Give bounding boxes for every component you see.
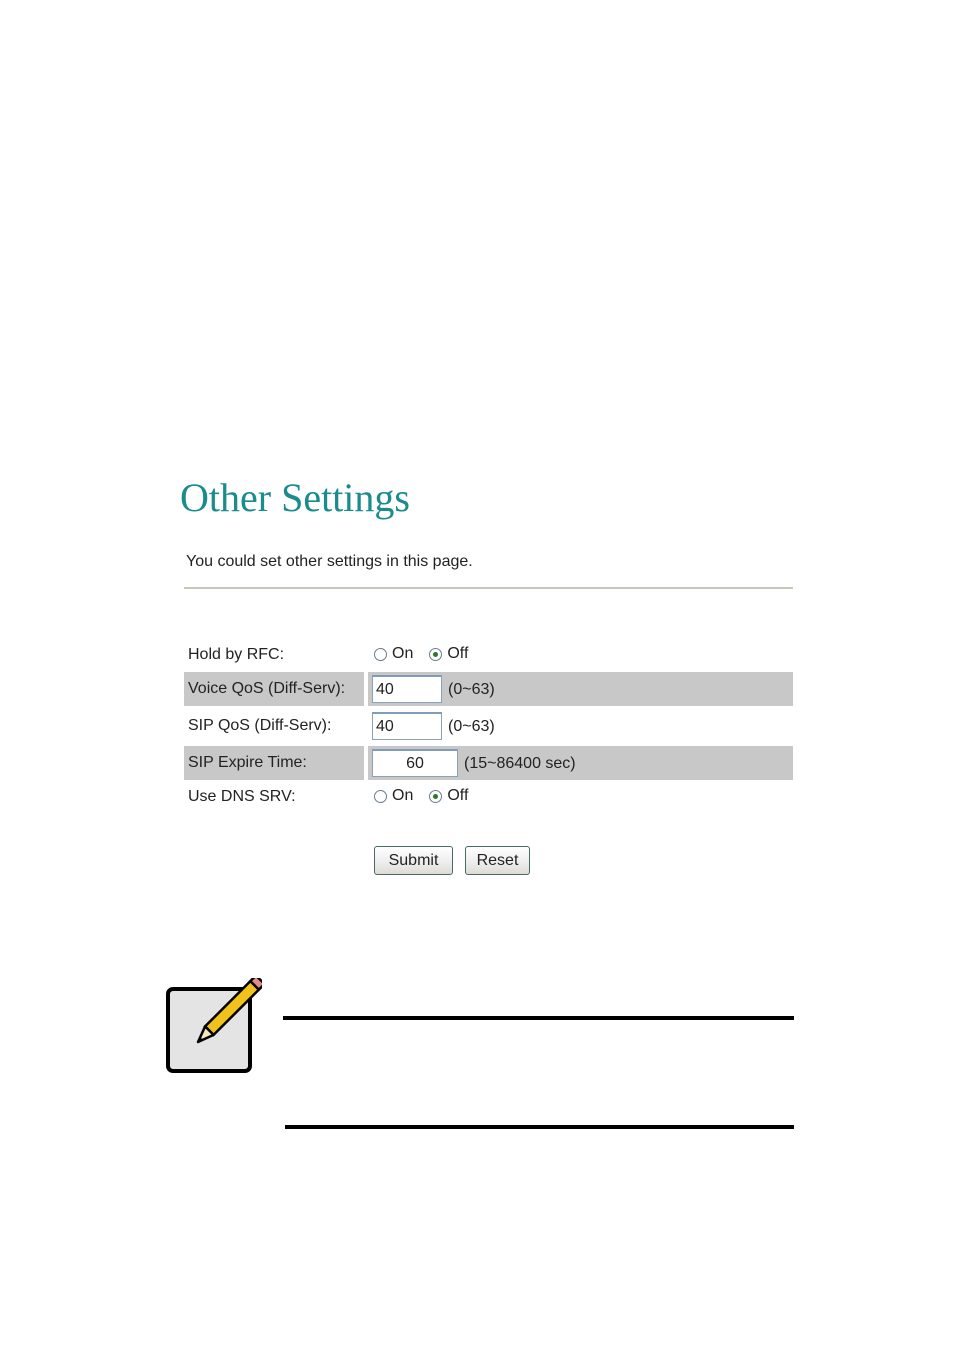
hold-by-rfc-label: Hold by RFC:: [188, 646, 285, 663]
pencil-note-icon: [166, 978, 262, 1074]
use-dns-srv-off-label: Off: [447, 787, 469, 804]
note-bottom-rule: [285, 1125, 794, 1129]
row-sip-qos: [184, 709, 793, 743]
row-voice-qos: [184, 672, 793, 706]
row-use-dns-srv: [184, 780, 793, 814]
note-top-rule: [283, 1016, 794, 1020]
hold-by-rfc-radio-group: [374, 645, 484, 663]
use-dns-srv-on-label: On: [392, 787, 414, 804]
submit-button[interactable]: Submit: [374, 846, 453, 875]
hold-by-rfc-on-radio[interactable]: [374, 648, 387, 661]
row-sip-expire-time: [184, 746, 793, 780]
page-subtitle: You could set other settings in this page.: [186, 553, 473, 570]
use-dns-srv-radio-group: [374, 787, 484, 805]
row-hold-by-rfc: [184, 638, 793, 672]
sip-expire-time-input[interactable]: [372, 749, 458, 777]
hold-by-rfc-off-label: Off: [447, 645, 469, 662]
use-dns-srv-on-radio[interactable]: [374, 790, 387, 803]
sip-qos-input[interactable]: [372, 712, 442, 740]
reset-button[interactable]: Reset: [465, 846, 530, 875]
hold-by-rfc-on-label: On: [392, 645, 414, 662]
hold-by-rfc-off-radio[interactable]: [429, 648, 442, 661]
use-dns-srv-off-radio[interactable]: [429, 790, 442, 803]
voice-qos-label: Voice QoS (Diff-Serv):: [188, 680, 346, 697]
sip-expire-time-range: (15~86400 sec): [464, 755, 576, 772]
page-title: Other Settings: [180, 475, 410, 520]
sip-qos-range: (0~63): [448, 718, 495, 735]
divider: [184, 587, 793, 589]
sip-qos-label: SIP QoS (Diff-Serv):: [188, 717, 332, 734]
voice-qos-input[interactable]: [372, 675, 442, 703]
use-dns-srv-label: Use DNS SRV:: [188, 788, 296, 805]
sip-expire-time-label: SIP Expire Time:: [188, 754, 307, 771]
voice-qos-range: (0~63): [448, 681, 495, 698]
